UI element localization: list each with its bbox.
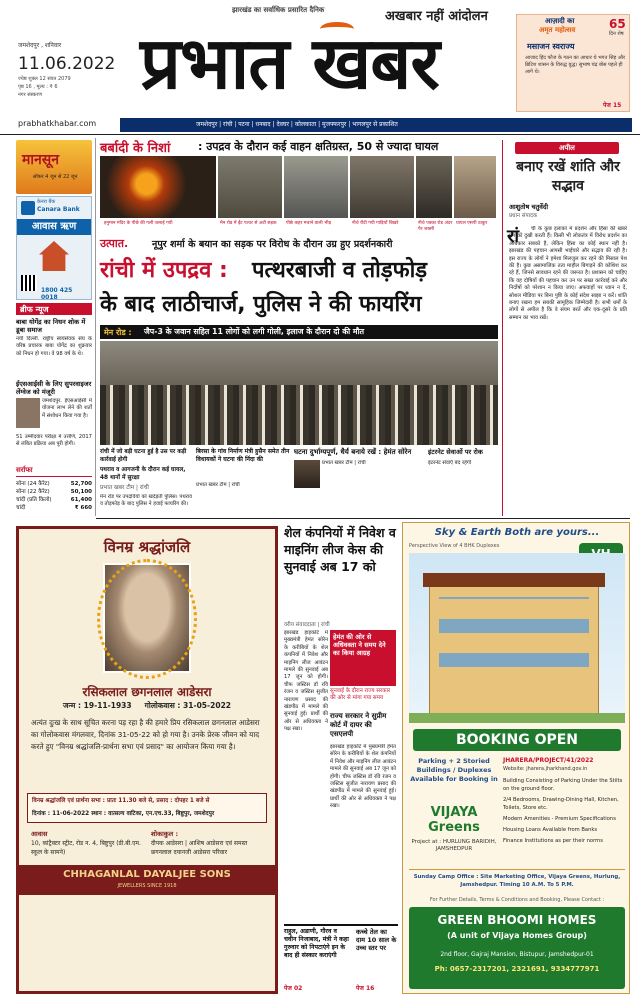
ad-phone[interactable]: Ph: 0657-2317201, 2321691, 9334777971 (434, 965, 600, 973)
tribute-shop-banner (19, 865, 275, 895)
banner-photo-2 (218, 156, 282, 218)
qr-icon (21, 275, 37, 291)
ad-rera-site: Website: jharera.jharkhand.gov.in (503, 766, 588, 772)
mining-col-1: झारखंड हाइकोर्ट में मुख्यमंत्री हेमंत सोरेन के करीबियों के शेल कंपनियों में निवेश और माइनिंग लीज आवंटन मामले की सुनवाई अब 17 जून को होगी। चीफ जस्टिस डॉ रवि रंजन व जस्टिस सुजीत नारायण प्रसाद की खंडपीठ में मामले की सुनवाई हुई। प्रार्थी की ओर से अधिवक्ता ने पक्ष रखा। (284, 630, 328, 733)
amrit-body: आजाद हिंद फौज के गठन का आधार थे भगत सिंह और ब्रिटिश शासन के विरुद्ध युद्ध। सुभाष चंद्र बोस पहले ही आगे थे। (525, 55, 625, 75)
appeal-box (502, 140, 630, 516)
ground (409, 713, 625, 723)
tribute-ad (16, 526, 278, 994)
market-row (16, 488, 92, 496)
tribute-mourners: दीपक आडेसरा | आशिष आडेसरा एवं समस्त छगनलाल दयानजी आडेसरा परिवार (151, 840, 248, 856)
banner-caption-6: घायल एसपी ठाकुर (456, 221, 488, 226)
monsoon-ad (16, 140, 92, 194)
brief-header (16, 303, 92, 315)
market-title: सर्राफा (16, 466, 33, 474)
tribute-event-box (27, 793, 267, 823)
loan-title: आवास ऋण (17, 219, 91, 235)
ad-feature: Finance Institutions as per their norms (503, 838, 603, 844)
headline-line2: के बाद लाठीचार्ज, पुलिस ने की फायरिंग (100, 292, 422, 317)
brief1-body: नयी दिल्ली. राष्ट्रीय स्वयंसेवक संघ के वरिष्ठ प्रचारक बाबा योगेंद्र का शुक्रवार को निधन हो गया। वे 98 वर्ष के थे। (16, 336, 92, 357)
amrit-badge (516, 14, 630, 112)
story-col-1: मेन रोड पर उपद्रवियों को खदेड़ती पुलिस। पथराव व तोड़फोड़ के बाद पुलिस ने हवाई फायरिंग की। (100, 494, 192, 508)
story-col-3: प्रभात खबर टीम | रांची (322, 460, 366, 466)
mining-callout-sub: सुनवाई के दौरान राज्य सरकार की ओर से मांगा गया समय (330, 688, 391, 701)
building-illustration (409, 553, 625, 723)
market-value: ₹ 660 (74, 505, 92, 511)
banner-caption-1: हनुमान मंदिर के पीछे की गली जलाई गयी (104, 221, 173, 226)
appeal-author: आशुतोष चतुर्वेदी (509, 203, 549, 211)
house-icon (39, 241, 69, 271)
banner-label: बर्बादी के निशां (100, 141, 171, 156)
crowd-shape (100, 385, 498, 445)
edition-item: पटना (238, 121, 250, 128)
market-header (16, 466, 92, 477)
kicker-label: उत्पात. (100, 237, 129, 250)
amrit-unit: दिन शेष (609, 31, 624, 37)
tribute-dates: जन्म : 19-11-1933 गोलोकवास : 31-05-2022 (62, 701, 231, 710)
market-key: चांदी (प्रति किलो) (16, 497, 52, 503)
banner-photo-4 (350, 156, 414, 218)
left-rail-divider (95, 138, 96, 516)
ad-slogan: Sky & Earth Both are yours... (434, 527, 600, 538)
dateline-day: जमशेदपुर , शनिवार (18, 42, 62, 49)
subdeck-label: मेन रोड : (104, 328, 132, 337)
amrit-top: आज़ादी का (545, 17, 575, 25)
side-head-right: इंटरनेट सेवाओं पर रोक (428, 448, 483, 456)
appeal-dropcap: रां (507, 226, 520, 247)
market-key: सोना (22 कैरेट) (16, 489, 50, 495)
ad-footer-note: For Further Details, Terms & Conditions and Booking, Please Contact : (429, 897, 605, 903)
ad-rera: JHARERA/PROJECT/41/2022 (503, 757, 594, 764)
amrit-page: पेज 15 (603, 102, 622, 109)
brief2-head: ईएसआईसी के लिए सुपरवाइजर लेंग्वेज को मंजूरी (16, 380, 92, 396)
garland-icon (97, 559, 197, 679)
market-row (16, 496, 92, 504)
ad-feature: Building Consisting of Parking Under the Stilts on the ground floor. (503, 778, 623, 792)
appeal-tag: अपील (515, 142, 619, 154)
edition-item: भागलपुर से प्रकाशित (352, 121, 398, 128)
ad-feature: 2/4 Bedrooms, Drawing-Dining Hall, Kitchen, Toilets, Store etc. (503, 797, 619, 811)
ad-location: Project at : HURLUNG BARIDIH, JAMSHEDPUR (411, 839, 497, 852)
tribute-body: अत्यंत दुःख के साथ सूचित करना पड़ रहा है की हमारे प्रिय रसिकलाल छगनलाल आडेसरा का गोलोकवास मंगलवार, दिनांक 31-05-22 को हो गया है। उनके प्रेरक जीवन को याद करते हुए "विनम्र श्रद्धांजलि-प्रार्थना सभा एवं प्रसाद" का आयोजन किया गया है। (31, 718, 260, 751)
appeal-author-role: प्रधान संपादक (509, 213, 538, 219)
masthead-title: प्रभात खबर (140, 20, 439, 105)
market-key: सोना (24 कैरेट) (16, 481, 50, 487)
banner-photo-1 (100, 156, 216, 218)
banner-photo-6 (454, 156, 496, 218)
bank-logo-icon (21, 201, 35, 215)
story-col-2: प्रभात खबर टीम | रांची (196, 482, 240, 488)
market-key: चांदी (16, 505, 26, 511)
ad-address: 2nd floor, Gajraj Mansion, Bistupur, Jamshedpur-01 (440, 951, 594, 958)
side-head-middle: घटना दुर्भाग्यपूर्ण, धैर्य बनाये रखें : हेमंत सोरेन (294, 448, 412, 456)
headline-label: रांची में उपद्रव : (100, 258, 228, 283)
banner-caption-5: नीचे पक्का रोड अंदर पैर जख्मी (418, 221, 453, 232)
banner-photo-3 (284, 156, 348, 218)
main-photo (100, 341, 498, 445)
tribute-address: 10, कांट्रैक्टर स्ट्रीट, रोड न. 4, बिष्टुपुर (डी.बी.एम. स्कूल के सामने) (31, 840, 141, 856)
edition-item: जमशेदपुर (196, 121, 218, 128)
mining-callout-text: हेमंत की ओर से अधिवक्ता ने समय देने का किया आग्रह (333, 633, 386, 657)
monsoon-sub: ऑफर 4 जून से 22 जून (32, 174, 78, 180)
ad-features (503, 777, 625, 845)
ad-caption: Perspective View of 4 BHK Duplexes (409, 543, 500, 549)
brief-title: ब्रीफ न्यूज (20, 305, 49, 314)
building-roof (423, 573, 605, 587)
market-value: 50,100 (70, 489, 92, 495)
mining-headline: शेल कंपनियों में निवेश व माइनिंग लीज केस की सुनवाई अब 17 को (284, 525, 396, 574)
edition-item: मुजफ्फरपुर (322, 121, 347, 128)
dateline-date: 11.06.2022 (18, 54, 116, 74)
banner-headline: : उपद्रव के दौरान कई वाहन क्षतिग्रस्त, 50 से ज्यादा घायल (198, 140, 439, 153)
side-head-left: बिरसा के गांव निर्माण मंत्री हुसैन समेत तीन विधायकों ने घटना की निंदा की (196, 448, 290, 463)
banner-photo-5 (416, 156, 452, 218)
dateline-meta2: पृष्ठ 16 , मूल्य : ₹ 6 (18, 84, 58, 90)
ad-feature: Housing Loans Available from Banks (503, 827, 598, 833)
tease-2-ref: पेज 16 (356, 985, 375, 992)
booking-banner: BOOKING OPEN (413, 729, 621, 751)
market-value: 52,700 (70, 481, 92, 487)
dateline-meta1: ज्येष्ठ शुक्ल 12 संवत 2079 (18, 76, 71, 82)
ad-details: Parking + 2 Storied Buildings / Duplexes Available for Booking in (410, 757, 498, 783)
tease-1-ref: पेज 02 (284, 985, 303, 992)
bank-name: Canara Bank (37, 206, 80, 213)
bullet-item: पथराव व आगजनी के दौरान कई घायल, 48 थानों में सुरक्षा (100, 467, 186, 481)
banner-caption-3: पीछे कहर मचाने वाली भीड़ (286, 221, 332, 226)
bullet-item: रांची में जो बड़ी घटना हुई है उस पर कड़ी कार्रवाई होगी (100, 449, 187, 463)
mining-col-2: झारखंड हाइकोर्ट में मुख्यमंत्री हेमंत सोरेन के करीबियों के शेल कंपनियों में निवेश और माइनिंग लीज आवंटन मामले की सुनवाई अब 17 जून को होगी। चीफ जस्टिस डॉ रवि रंजन व जस्टिस सुजीत नारायण प्रसाद की खंडपीठ में मामले की सुनवाई हुई। प्रार्थी की ओर से अधिवक्ता ने पक्ष रखा। (330, 744, 396, 810)
tease-box (284, 924, 398, 992)
cm-portrait (294, 460, 320, 488)
ad-project: VIJAYA Greens (428, 805, 480, 835)
ad-feature: Modern Amenities - Premium Specifications (503, 816, 616, 822)
edition-item: देवघर (276, 121, 289, 128)
amrit-bottom: अमृत महोत्सव (539, 26, 576, 34)
bank-helpline: 1800 425 0018 (41, 287, 73, 301)
dateline-meta3: नगर संस्करण (18, 92, 43, 98)
bank-ad (16, 196, 92, 300)
edition-item: रांची (223, 121, 233, 128)
edition-list: जमशेदपुर | रांची | पटना | धनबाद | देवघर | कोलकाता | मुजफ्फरपुर | भागलपुर से प्रकाशित (196, 121, 398, 128)
fold-divider (96, 518, 630, 519)
brief2-body: जमशेदपुर. ईएसआईसी में योजना लाभ लेने की शर्तों में संशोधन किया गया है। (42, 398, 92, 419)
edition-item: धनबाद (255, 121, 271, 128)
tribute-name: रसिकलाल छगनलाल आडेसरा (82, 685, 212, 699)
appeal-body: ची के कुछ इलाकों में प्रदर्शन और हिंसा की खबरें मन को दुखी करती हैं। किसी भी लोकतंत्र में विरोध प्रदर्शन का अधिकार सबको है, लेकिन हिंसा का कोई स्थान नहीं है। झारखंड की पहचान आपसी भाईचारे और सद्भाव की रही है। इस राज्य के लोगों ने हमेशा मिलजुल कर रहने की मिसाल पेश की है। कुछ असामाजिक तत्व माहौल बिगाड़ने की कोशिश कर रहे हैं, जिनसे सावधान रहने की जरूरत है। प्रशासन को चाहिए कि वह दोषियों की पहचान कर उन पर सख्त कार्रवाई करे और निर्दोषों को परेशान न किया जाए। अफवाहों पर ध्यान न दें, सोशल मीडिया पर बिना पुष्टि के कोई संदेश साझा न करें। शांति बनाए रखना हम सबकी सामूहिक जिम्मेदारी है। सभी धर्मों के लोगों से अपील है कि वे संयम बरतें और एक-दूसरे के प्रति सम्मान का भाव रखें। (509, 226, 627, 321)
appeal-title: बनाए रखें शांति और सद्भाव (516, 159, 620, 194)
banner-caption-2: मैन रोड में ईंट पत्थर से अटी सड़क (220, 221, 277, 226)
banner-caption-4: नीचे रौंदी गयी गाड़ियाँ बिखरे (352, 221, 399, 226)
tease-2: कच्चे तेल का दाम 10 साल के उच्च स्तर पर (356, 928, 397, 952)
kicker-text: नूपुर शर्मा के बयान का सड़क पर विरोध के दौरान उग्र हुए प्रदर्शनकारी (152, 239, 393, 250)
tribute-address-head: आवास (31, 830, 48, 838)
website[interactable]: prabhatkhabar.com (18, 119, 97, 128)
market-value: 61,400 (70, 497, 92, 503)
masthead-slogan: अखबार नहीं आंदोलन (385, 9, 488, 24)
tribute-shop-sub: JEWELLERS SINCE 1918 (117, 883, 177, 889)
amrit-headline: मसाजन स्वराज्य (527, 42, 575, 51)
mining-sidebar-head: राज्य सरकार ने सुप्रीम कोर्ट में दायर की एसएलपी (330, 712, 387, 738)
masthead-tagline: झारखंड का सर्वाधिक प्रसारित दैनिक (232, 6, 325, 14)
bullet-list (100, 448, 192, 492)
building-windows (439, 597, 589, 687)
amrit-num: 65 (609, 17, 626, 31)
realestate-ad (402, 522, 630, 994)
tribute-event-1: विनम्र श्रद्धांजलि एवं प्रार्थना सभा : प्रातः 11.30 बजे से, प्रसाद : दोपहर 1 बजे से (32, 798, 210, 804)
tribute-shop: CHHAGANLAL DAYALJEE SONS (63, 869, 231, 880)
headline-line1: पत्थरबाजी व तोड़फोड़ (252, 258, 428, 283)
ad-company-box (409, 907, 625, 989)
brief-portrait (16, 398, 40, 428)
ad-company: GREEN BHOOMI HOMES (437, 913, 597, 927)
brief3-body: 51 उम्मीदवार परीक्षा में उत्तीर्ण, 2017 से लंबित प्रक्रिया अब पूरी होगी। (16, 434, 92, 448)
ad-camp: Sunday Camp Office : Site Marketing Office, Vijaya Greens, Hurlung, Jamshedpur. Timing 10 A.M. To 5 P.M. (409, 869, 625, 889)
monsoon-title: मानसून (22, 152, 60, 168)
market-table (16, 480, 92, 512)
market-row (16, 504, 92, 512)
mining-byline: वरीय संवाददाता | रांची (284, 622, 330, 628)
bank-name-hi: केनरा बैंक (37, 199, 56, 205)
bullet-item: प्रभात खबर टीम | रांची (100, 485, 149, 491)
subdeck-text: जैप-3 के जवान सहित 11 लोगों को लगी गोली, इलाज के दौरान दो की मौत (144, 327, 365, 336)
tribute-title: विनम्र श्रद्धांजलि (103, 538, 191, 556)
tease-1: राहुल, अडाणी, गौरव व चवीन निजाबाद, मंत्री ने कहा गुरुवार को निपटाएंगे इन के बाद ही संस्कार कराएंगी (284, 928, 349, 959)
ad-company-sub: (A unit of Vijaya Homes Group) (447, 931, 587, 940)
market-row (16, 480, 92, 488)
tribute-mourner-head: शोकाकुल : (151, 830, 179, 838)
tribute-event-2: दिनांक : 11-06-2022 स्थान : वात्सल्य वाटिका, एन.एच.33, बिष्टुपुर, जमशेदपुर (32, 811, 215, 817)
story-col-4: इंटरनेट सेवाएँ बंद रहेंगी (428, 460, 472, 466)
masthead-divider (0, 134, 640, 135)
brief1-head: बाबा योगेंद्र का निधन शोक में डूबा समाज (16, 318, 86, 334)
mining-callout (330, 630, 396, 686)
edition-item: कोलकाता (294, 121, 317, 128)
